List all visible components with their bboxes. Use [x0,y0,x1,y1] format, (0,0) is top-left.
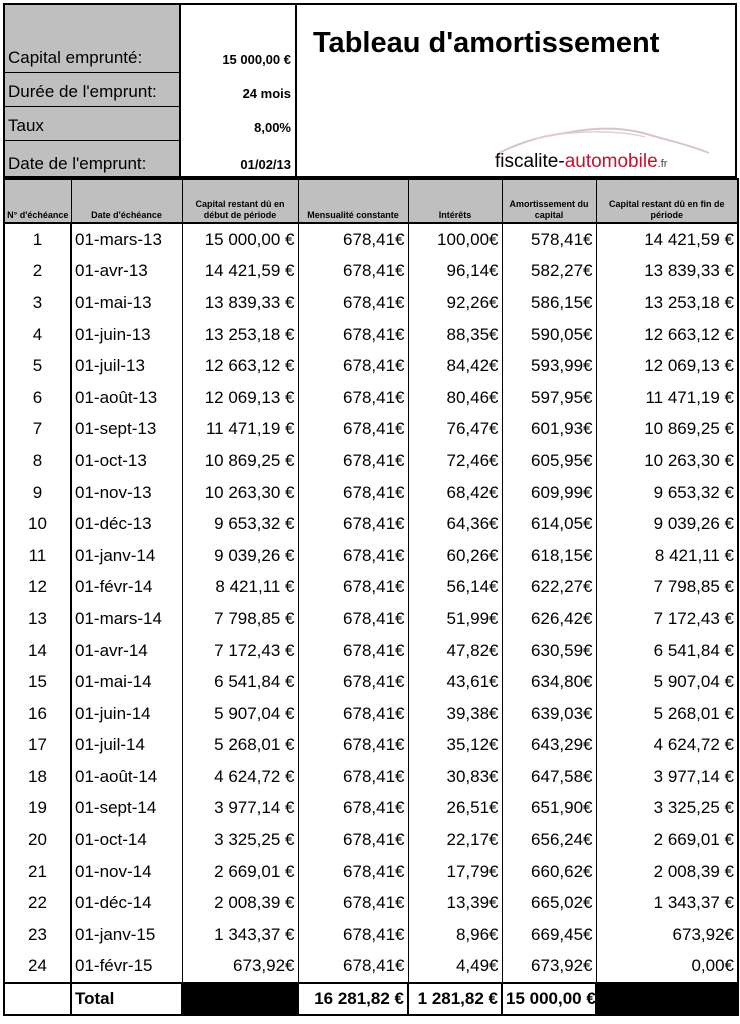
cell-echeance-number: 8 [4,445,71,477]
cell-amortissement: 597,95€ [502,382,596,414]
cell-amortissement: 609,99€ [502,477,596,509]
cell-echeance-date: 01-sept-13 [71,414,182,446]
cell-echeance-date: 01-févr-15 [71,951,182,984]
cell-echeance-date: 01-janv-15 [71,919,182,951]
logo-text-part2: automobile [564,151,658,172]
param-row-duration [5,73,179,107]
cell-echeance-number: 22 [4,887,71,919]
param-value: 8,00% [254,120,291,135]
table-row [4,223,738,256]
cell-capital-fin: 9 653,32 € [596,477,738,509]
total-blank-cell [596,983,738,1015]
cell-amortissement: 626,42€ [502,603,596,635]
cell-interets: 43,61€ [408,666,502,698]
site-logo [495,123,715,177]
cell-mensualite: 678,41€ [298,572,408,604]
cell-capital-debut: 13 839,33 € [182,287,298,319]
cell-capital-debut: 13 253,18 € [182,319,298,351]
cell-interets: 96,14€ [408,256,502,288]
cell-echeance-date: 01-juil-13 [71,350,182,382]
cell-interets: 92,26€ [408,287,502,319]
cell-echeance-date: 01-déc-13 [71,508,182,540]
cell-capital-fin: 7 172,43 € [596,603,738,635]
cell-capital-fin: 0,00€ [596,951,738,984]
cell-echeance-number: 19 [4,793,71,825]
cell-mensualite: 678,41€ [298,793,408,825]
cell-mensualite: 678,41€ [298,603,408,635]
cell-interets: 80,46€ [408,382,502,414]
cell-interets: 13,39€ [408,887,502,919]
cell-echeance-date: 01-mars-13 [71,223,182,256]
cell-amortissement: 673,92€ [502,951,596,984]
cell-echeance-number: 16 [4,698,71,730]
cell-mensualite: 678,41€ [298,477,408,509]
cell-echeance-number: 6 [4,382,71,414]
cell-echeance-number: 2 [4,256,71,288]
table-row [4,919,738,951]
cell-capital-debut: 2 008,39 € [182,887,298,919]
param-value-capital [181,5,295,73]
cell-echeance-number: 7 [4,414,71,446]
table-row [4,887,738,919]
cell-amortissement: 656,24€ [502,824,596,856]
cell-mensualite: 678,41€ [298,666,408,698]
cell-echeance-date: 01-juil-14 [71,730,182,762]
cell-capital-debut: 10 263,30 € [182,477,298,509]
cell-capital-fin: 12 069,13 € [596,350,738,382]
title-area [297,3,737,178]
cell-capital-debut: 12 663,12 € [182,350,298,382]
table-row [4,856,738,888]
page-title: Tableau d'amortissement [313,27,660,59]
cell-echeance-number: 1 [4,223,71,256]
cell-echeance-date: 01-mai-13 [71,287,182,319]
cell-capital-debut: 3 977,14 € [182,793,298,825]
cell-interets: 8,96€ [408,919,502,951]
cell-capital-fin: 673,92€ [596,919,738,951]
cell-capital-fin: 14 421,59 € [596,223,738,256]
cell-mensualite: 678,41€ [298,223,408,256]
column-header: Amortissement du capital [502,179,596,223]
table-row [4,256,738,288]
cell-capital-debut: 5 907,04 € [182,698,298,730]
cell-amortissement: 618,15€ [502,540,596,572]
cell-interets: 51,99€ [408,603,502,635]
cell-capital-fin: 3 977,14 € [596,761,738,793]
param-value-rate [181,107,295,141]
cell-amortissement: 630,59€ [502,635,596,667]
table-row [4,698,738,730]
cell-interets: 47,82€ [408,635,502,667]
cell-interets: 4,49€ [408,951,502,984]
cell-echeance-number: 18 [4,761,71,793]
cell-echeance-number: 10 [4,508,71,540]
cell-mensualite: 678,41€ [298,445,408,477]
column-header: Capital restant dû en début de période [182,179,298,223]
cell-echeance-date: 01-oct-13 [71,445,182,477]
cell-echeance-date: 01-avr-13 [71,256,182,288]
cell-capital-debut: 14 421,59 € [182,256,298,288]
cell-echeance-number: 12 [4,572,71,604]
cell-echeance-number: 13 [4,603,71,635]
table-row [4,350,738,382]
cell-interets: 39,38€ [408,698,502,730]
cell-interets: 76,47€ [408,414,502,446]
cell-capital-debut: 2 669,01 € [182,856,298,888]
cell-interets: 72,46€ [408,445,502,477]
cell-capital-debut: 15 000,00 € [182,223,298,256]
loan-parameter-labels [3,3,181,178]
cell-mensualite: 678,41€ [298,256,408,288]
header-block [3,3,737,178]
cell-capital-debut: 3 325,25 € [182,824,298,856]
cell-capital-fin: 5 268,01 € [596,698,738,730]
table-row [4,761,738,793]
cell-capital-fin: 1 343,37 € [596,887,738,919]
cell-mensualite: 678,41€ [298,761,408,793]
column-header: Capital restant dû en fin de période [596,179,738,223]
cell-echeance-number: 23 [4,919,71,951]
spreadsheet [3,3,737,1023]
cell-amortissement: 590,05€ [502,319,596,351]
cell-mensualite: 678,41€ [298,887,408,919]
cell-echeance-number: 5 [4,350,71,382]
param-label: Durée de l'emprunt: [8,82,157,101]
cell-echeance-date: 01-mars-14 [71,603,182,635]
cell-amortissement: 651,90€ [502,793,596,825]
column-header: N° d'échéance [4,179,71,223]
cell-capital-fin: 12 663,12 € [596,319,738,351]
cell-capital-debut: 10 869,25 € [182,445,298,477]
cell-capital-fin: 4 624,72 € [596,730,738,762]
cell-echeance-date: 01-avr-14 [71,635,182,667]
cell-echeance-date: 01-juin-13 [71,319,182,351]
param-label: Capital emprunté: [8,48,143,67]
cell-capital-fin: 10 263,30 € [596,445,738,477]
cell-mensualite: 678,41€ [298,635,408,667]
cell-interets: 64,36€ [408,508,502,540]
cell-capital-fin: 13 253,18 € [596,287,738,319]
cell-mensualite: 678,41€ [298,414,408,446]
cell-interets: 68,42€ [408,477,502,509]
cell-capital-fin: 10 869,25 € [596,414,738,446]
cell-capital-fin: 3 325,25 € [596,793,738,825]
cell-capital-fin: 8 421,11 € [596,540,738,572]
column-header: Date d'échéance [71,179,182,223]
cell-interets: 88,35€ [408,319,502,351]
param-label: Taux [8,116,44,135]
total-blank-cell [182,983,298,1015]
cell-capital-fin: 13 839,33 € [596,256,738,288]
total-amortissement: 15 000,00 € [502,983,596,1015]
table-row [4,382,738,414]
table-header-row [4,179,738,223]
cell-capital-debut: 7 798,85 € [182,603,298,635]
cell-capital-fin: 9 039,26 € [596,508,738,540]
table-row [4,572,738,604]
cell-mensualite: 678,41€ [298,319,408,351]
cell-echeance-number: 11 [4,540,71,572]
cell-interets: 56,14€ [408,572,502,604]
total-row [4,983,738,1015]
param-value: 24 mois [242,86,291,101]
cell-amortissement: 647,58€ [502,761,596,793]
cell-amortissement: 614,05€ [502,508,596,540]
table-row [4,287,738,319]
table-row [4,414,738,446]
cell-echeance-number: 24 [4,951,71,984]
cell-mensualite: 678,41€ [298,951,408,984]
cell-capital-fin: 5 907,04 € [596,666,738,698]
cell-capital-fin: 2 008,39 € [596,856,738,888]
cell-mensualite: 678,41€ [298,824,408,856]
cell-echeance-number: 20 [4,824,71,856]
cell-interets: 17,79€ [408,856,502,888]
cell-amortissement: 578,41€ [502,223,596,256]
table-row [4,319,738,351]
total-empty-cell [4,983,71,1015]
table-row [4,508,738,540]
table-row [4,477,738,509]
cell-capital-fin: 6 541,84 € [596,635,738,667]
cell-amortissement: 643,29€ [502,730,596,762]
cell-amortissement: 639,03€ [502,698,596,730]
cell-echeance-date: 01-nov-13 [71,477,182,509]
param-value-duration [181,73,295,107]
logo-text [495,151,667,173]
cell-echeance-number: 3 [4,287,71,319]
cell-mensualite: 678,41€ [298,350,408,382]
cell-amortissement: 601,93€ [502,414,596,446]
cell-echeance-date: 01-sept-14 [71,793,182,825]
cell-capital-fin: 11 471,19 € [596,382,738,414]
cell-capital-debut: 12 069,13 € [182,382,298,414]
cell-capital-debut: 8 421,11 € [182,572,298,604]
loan-parameter-values [181,3,297,178]
cell-echeance-date: 01-août-13 [71,382,182,414]
cell-capital-debut: 1 343,37 € [182,919,298,951]
cell-interets: 60,26€ [408,540,502,572]
param-row-date [5,141,179,178]
table-row [4,666,738,698]
column-header: Mensualité constante [298,179,408,223]
param-row-capital [5,5,179,73]
param-row-rate [5,107,179,141]
cell-mensualite: 678,41€ [298,730,408,762]
cell-amortissement: 669,45€ [502,919,596,951]
cell-mensualite: 678,41€ [298,287,408,319]
cell-capital-debut: 5 268,01 € [182,730,298,762]
cell-capital-debut: 4 624,72 € [182,761,298,793]
cell-interets: 30,83€ [408,761,502,793]
table-row [4,951,738,984]
total-label: Total [71,983,182,1015]
param-label: Date de l'emprunt: [8,154,147,173]
cell-echeance-date: 01-juin-14 [71,698,182,730]
table-row [4,824,738,856]
cell-echeance-date: 01-mai-14 [71,666,182,698]
cell-mensualite: 678,41€ [298,919,408,951]
table-row [4,540,738,572]
cell-echeance-number: 14 [4,635,71,667]
cell-interets: 84,42€ [408,350,502,382]
cell-interets: 22,17€ [408,824,502,856]
cell-amortissement: 586,15€ [502,287,596,319]
cell-mensualite: 678,41€ [298,540,408,572]
cell-capital-debut: 673,92€ [182,951,298,984]
cell-echeance-number: 15 [4,666,71,698]
cell-amortissement: 660,62€ [502,856,596,888]
total-mensualites: 16 281,82 € [298,983,408,1015]
cell-echeance-number: 4 [4,319,71,351]
cell-interets: 26,51€ [408,793,502,825]
logo-text-suffix: .fr [657,158,668,170]
cell-echeance-date: 01-janv-14 [71,540,182,572]
cell-interets: 100,00€ [408,223,502,256]
cell-capital-debut: 6 541,84 € [182,666,298,698]
param-value: 15 000,00 € [222,52,291,67]
param-value: 01/02/13 [240,157,291,172]
table-row [4,445,738,477]
cell-echeance-date: 01-déc-14 [71,887,182,919]
table-row [4,793,738,825]
column-header: Intérêts [408,179,502,223]
cell-amortissement: 593,99€ [502,350,596,382]
cell-echeance-number: 9 [4,477,71,509]
cell-echeance-date: 01-août-14 [71,761,182,793]
cell-echeance-number: 21 [4,856,71,888]
cell-capital-fin: 2 669,01 € [596,824,738,856]
cell-capital-debut: 7 172,43 € [182,635,298,667]
logo-text-part1: fiscalite- [495,151,565,172]
cell-echeance-number: 17 [4,730,71,762]
cell-echeance-date: 01-févr-14 [71,572,182,604]
cell-echeance-date: 01-oct-14 [71,824,182,856]
table-row [4,635,738,667]
cell-amortissement: 622,27€ [502,572,596,604]
cell-capital-fin: 7 798,85 € [596,572,738,604]
cell-amortissement: 605,95€ [502,445,596,477]
cell-amortissement: 582,27€ [502,256,596,288]
amortization-table [3,178,739,1016]
cell-mensualite: 678,41€ [298,856,408,888]
table-row [4,730,738,762]
total-interets: 1 281,82 € [408,983,502,1015]
cell-capital-debut: 9 653,32 € [182,508,298,540]
cell-echeance-date: 01-nov-14 [71,856,182,888]
param-value-date [181,141,295,178]
cell-capital-debut: 11 471,19 € [182,414,298,446]
cell-capital-debut: 9 039,26 € [182,540,298,572]
cell-mensualite: 678,41€ [298,698,408,730]
cell-interets: 35,12€ [408,730,502,762]
cell-mensualite: 678,41€ [298,508,408,540]
cell-amortissement: 634,80€ [502,666,596,698]
table-row [4,603,738,635]
cell-mensualite: 678,41€ [298,382,408,414]
cell-amortissement: 665,02€ [502,887,596,919]
